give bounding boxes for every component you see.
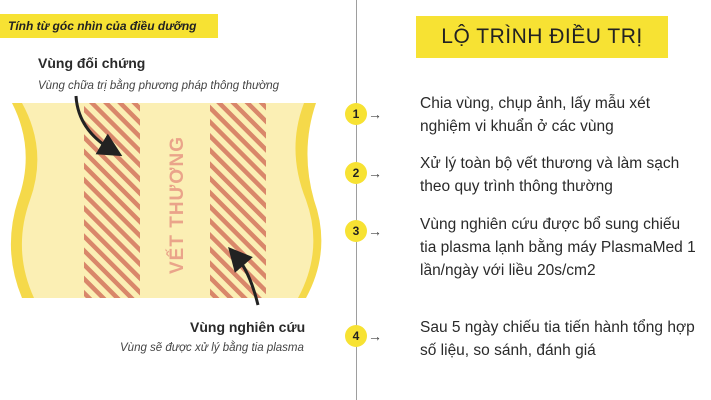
control-zone-title: Vùng đối chứng [38, 55, 146, 71]
step-text-4: Sau 5 ngày chiếu tia tiến hành tổng hợp số liệu, so sánh, đánh giá [420, 319, 695, 359]
step-number-1: 1 [345, 103, 367, 125]
step-arrow-icon: → [368, 165, 382, 181]
control-zone-subtitle: Vùng chữa trị bằng phương pháp thông thường [38, 80, 280, 92]
step-arrow-icon: → [368, 223, 382, 239]
step-text-3: Vùng nghiên cứu được bổ sung chiếu tia plasma lạnh bằng máy PlasmaMed 1 lần/ngày với liều 20s/cm2 [420, 216, 696, 279]
step-number-4: 4 [345, 325, 367, 347]
perspective-tag: Tính từ góc nhìn của điều dưỡng [0, 14, 218, 38]
step-arrow-icon: → [368, 106, 382, 122]
step-text-2: Xử lý toàn bộ vết thương và làm sạch theo quy trình thông thường [420, 155, 680, 195]
step-arrow-icon: → [368, 328, 382, 344]
step-number-2: 2 [345, 162, 367, 184]
study-zone-title: Vùng nghiên cứu [190, 319, 306, 335]
control-zone-hatch [84, 103, 140, 298]
roadmap-title: LỘ TRÌNH ĐIỀU TRỊ [416, 16, 668, 58]
step-number-3: 3 [345, 220, 367, 242]
study-zone-subtitle: Vùng sẽ được xử lý bằng tia plasma [120, 342, 304, 354]
wound-label: VẾT THƯƠNG [167, 135, 188, 275]
step-text-1: Chia vùng, chụp ảnh, lấy mẫu xét nghiệm vi khuẩn ở các vùng [420, 95, 651, 135]
study-zone-hatch [210, 103, 266, 298]
